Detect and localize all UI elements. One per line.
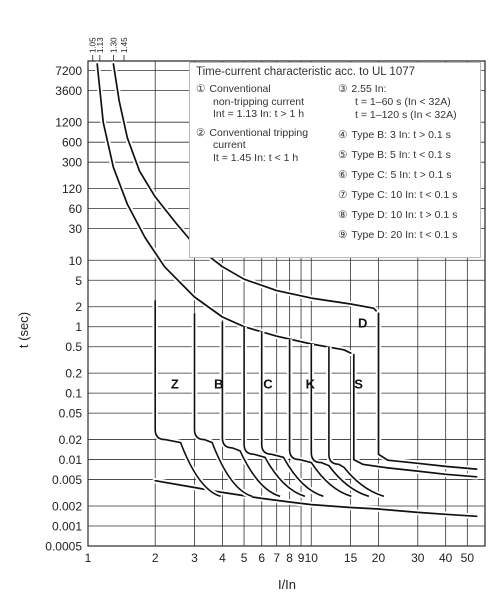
legend-text: 2.55 In: (351, 83, 387, 95)
y-tick-label: 2 (75, 300, 82, 315)
top-tick-label: 1.30 (109, 37, 119, 53)
legend-line (196, 127, 308, 140)
legend-text: Type C: 5 In: t > 0.1 s (351, 169, 452, 181)
legend-number: ⑦ (338, 189, 348, 202)
y-tick-label: 5 (75, 273, 82, 288)
y-tick-label: 300 (61, 155, 82, 170)
y-tick-label: 7200 (55, 63, 82, 78)
band-label-K: K (305, 376, 315, 392)
y-tick-label: 0.05 (58, 406, 82, 421)
legend-text: Type D: 10 In: t > 0.1 s (351, 209, 458, 221)
top-tick-label: 1.05 (88, 37, 98, 53)
x-tick-label: 20 (371, 551, 386, 565)
band-label-Z: Z (170, 376, 179, 392)
x-tick-label: 10 (304, 551, 318, 565)
x-tick-label: 40 (439, 551, 453, 565)
y-tick-label: 120 (61, 182, 82, 197)
y-tick-label: 60 (68, 202, 82, 217)
legend-number: ⑥ (338, 169, 348, 182)
legend-number: ④ (338, 129, 348, 142)
legend-text: current (213, 139, 246, 151)
x-tick-label: 30 (411, 551, 425, 565)
legend-line (196, 139, 246, 152)
legend-line (196, 96, 304, 109)
legend-number: ② (196, 126, 206, 139)
x-tick-label: 9 (297, 551, 305, 565)
legend-line (338, 209, 457, 222)
legend-text: Type B: 5 In: t < 0.1 s (351, 149, 451, 161)
legend-line (338, 129, 451, 142)
legend-title: Time-current characteristic acc. to UL 1077 (196, 66, 416, 78)
y-tick-label: 0.5 (65, 340, 82, 355)
y-tick-label: 0.01 (58, 453, 82, 468)
legend-text: Type B: 3 In: t > 0.1 s (351, 129, 451, 141)
y-tick-label: 0.1 (65, 386, 82, 401)
top-tick-label: 1.45 (120, 37, 130, 53)
y-tick-label: 1200 (55, 115, 82, 130)
legend-number: ⑨ (338, 229, 348, 242)
x-tick-label: 4 (219, 551, 226, 565)
band-label-B: B (214, 376, 224, 392)
legend-text: Type D: 20 In: t < 0.1 s (351, 229, 458, 241)
legend-text: non-tripping current (213, 95, 305, 108)
y-tick-label: 600 (61, 135, 82, 150)
legend-text: Conventional tripping (209, 126, 309, 139)
y-axis-label: t (sec) (16, 311, 31, 349)
legend-line (338, 149, 451, 162)
x-tick-label: 15 (343, 551, 358, 565)
legend-number: ⑧ (338, 209, 348, 222)
legend-line (338, 189, 457, 202)
y-tick-label: 0.002 (51, 499, 82, 514)
legend-number: ③ (338, 83, 348, 96)
legend-text: t = 1–120 s (In < 32A) (355, 109, 457, 121)
legend-text: Type C: 10 In: t < 0.1 s (351, 189, 458, 201)
x-tick-label: 2 (151, 551, 159, 565)
x-tick-label: 3 (191, 551, 198, 565)
legend-number: ⑤ (338, 149, 348, 162)
y-tick-label: 30 (68, 222, 82, 237)
legend-number: ① (196, 83, 206, 96)
y-tick-label: 0.0005 (45, 539, 82, 554)
legend-text: Int = 1.13 In: t > 1 h (213, 108, 305, 120)
y-tick-label: 0.001 (51, 519, 82, 534)
legend-line (338, 83, 386, 96)
x-tick-label: 1 (84, 551, 92, 565)
band-label-D: D (358, 315, 368, 331)
x-tick-label: 8 (286, 551, 293, 565)
legend-line (196, 83, 271, 96)
legend-text: It = 1.45 In: t < 1 h (213, 151, 299, 164)
legend-text: t = 1–60 s (In < 32A) (355, 96, 451, 108)
band-label-S: S (354, 376, 363, 392)
y-tick-label: 0.005 (51, 473, 82, 488)
x-tick-label: 6 (258, 551, 266, 565)
band-label-C: C (263, 376, 273, 392)
legend-text: Conventional (209, 83, 271, 95)
legend-line (338, 96, 451, 109)
top-tick-label: 1.13 (95, 37, 105, 53)
legend-line (196, 152, 298, 165)
legend-box (189, 62, 481, 258)
legend-line (338, 229, 457, 242)
x-axis-label: I/In (277, 577, 297, 592)
x-tick-label: 7 (273, 551, 281, 565)
x-tick-label: 5 (240, 551, 248, 565)
y-tick-label: 0.02 (58, 433, 82, 448)
y-tick-label: 0.2 (65, 366, 82, 381)
y-tick-label: 3600 (55, 83, 82, 98)
legend-line (338, 169, 452, 182)
y-tick-label: 10 (68, 253, 82, 268)
x-tick-label: 50 (460, 551, 475, 565)
y-tick-label: 1 (75, 320, 82, 335)
legend-line (196, 108, 304, 121)
legend-line (338, 109, 457, 122)
